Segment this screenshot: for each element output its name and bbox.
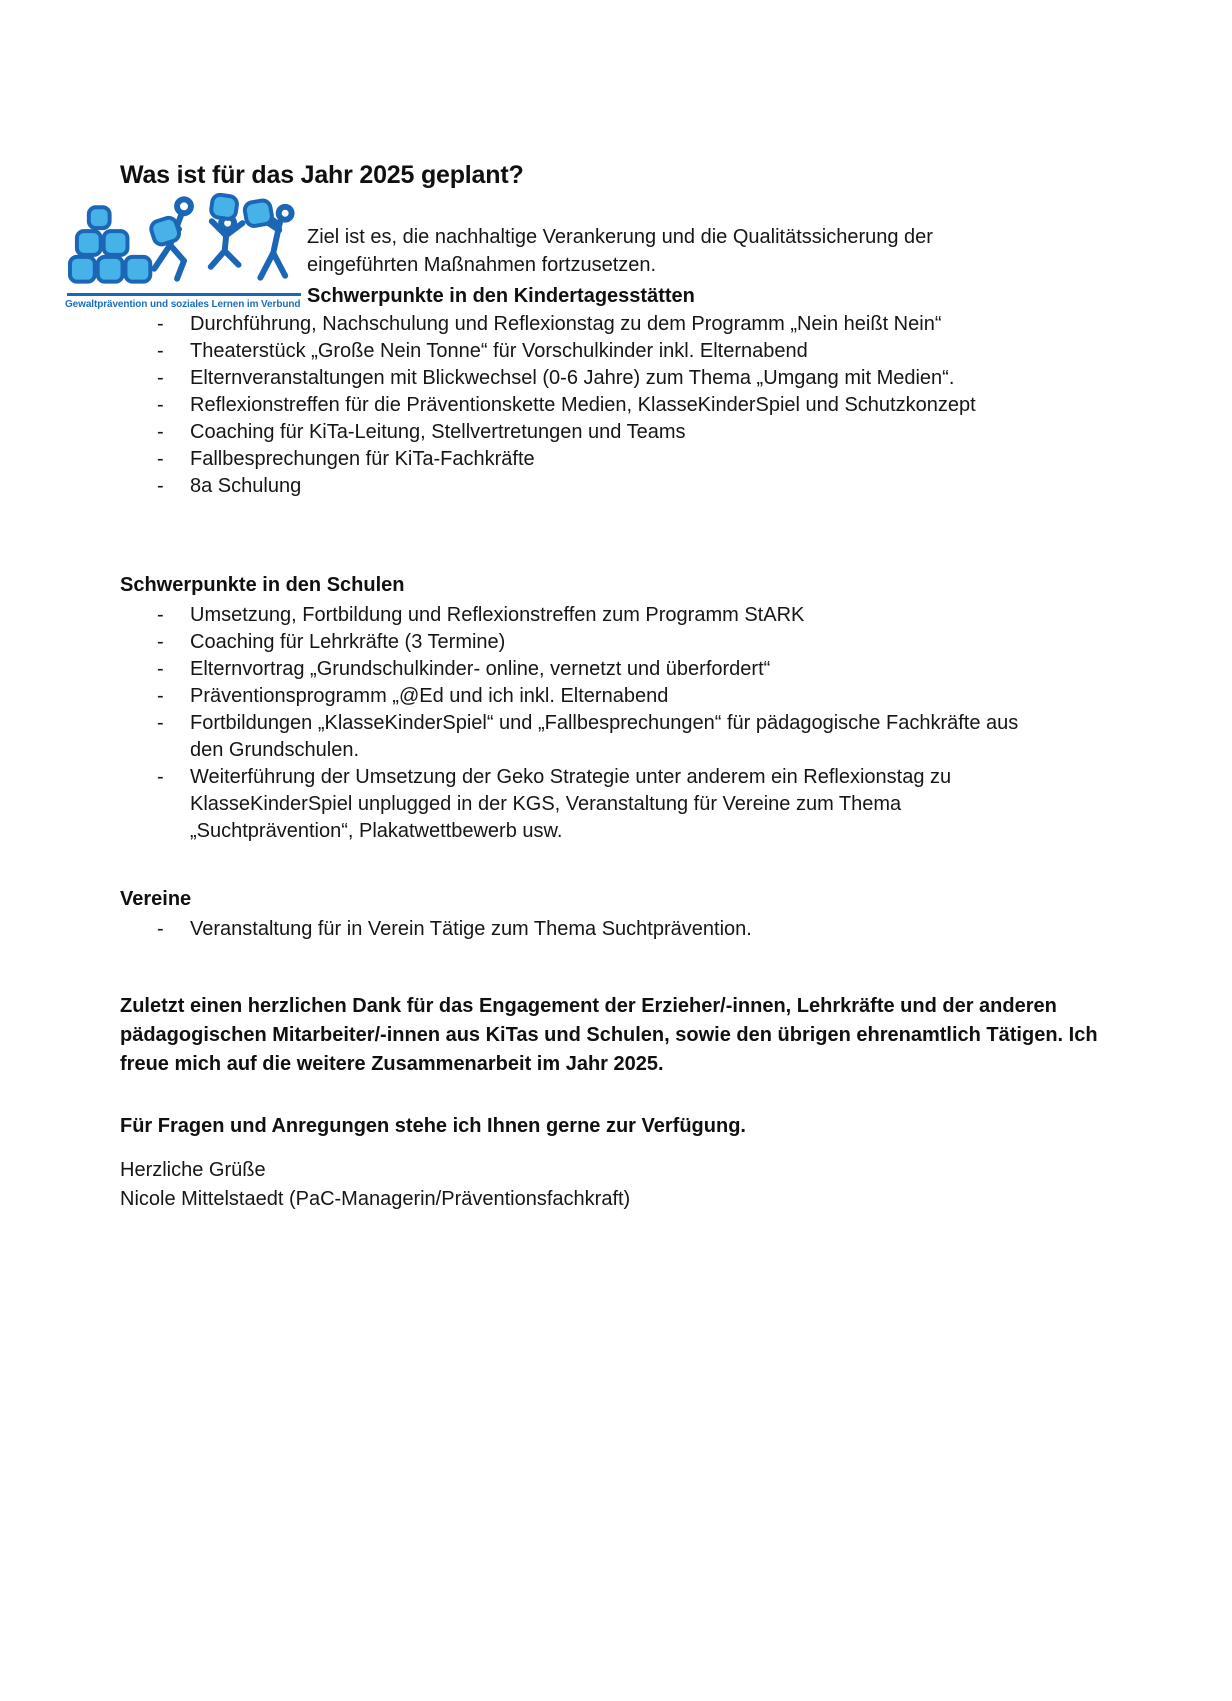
closing-signature: Nicole Mittelstaedt (PaC-Managerin/Präventionsfachkraft) [120,1188,631,1210]
logo-image [65,193,303,289]
list-item: - Weiterführung der Umsetzung der Geko Strategie unter anderem ein Reflexionstag zu KlasseKinderSpiel unplugged in der KGS, Veranstaltung für Vereine zum Thema „Suchtprävention“, Plakatwettbewerb usw. [120,764,1025,845]
list-item: - Reflexionstreffen für die Präventionskette Medien, KlasseKinderSpiel und Schutzkonzept [120,392,1040,419]
list-item: - Elternvortrag „Grundschulkinder- online, vernetzt und überfordert“ [120,656,1025,683]
page-title: Was ist für das Jahr 2025 geplant? [120,160,524,189]
list-kindertagesstaetten [120,311,1040,500]
list-item: - Umsetzung, Fortbildung und Reflexionstreffen zum Programm StARK [120,602,1025,629]
list-item: - Coaching für Lehrkräfte (3 Termine) [120,629,1025,656]
section-heading-kindertagesstaetten: Schwerpunkte in den Kindertagesstätten [307,285,695,307]
logo-caption: Gewaltprävention und soziales Lernen im Verbund [65,299,301,310]
thanks-paragraph: Zuletzt einen herzlichen Dank für das Engagement der Erzieher/-innen, Lehrkräfte und der anderen pädagogischen Mitarbeiter/-innen aus KiTas und Schulen, sowie den übrigen ehrenamtlich Tätigen. Ich freue mich auf die weitere Zusammenarbeit im Jahr 2025. [120,995,1098,1075]
list-schulen [120,602,1025,845]
section-heading-vereine: Vereine [120,888,192,910]
intro-paragraph: Ziel ist es, die nachhaltige Verankerung und die Qualitätssicherung der eingeführten Maßnahmen fortzusetzen. [307,226,933,276]
section-heading-schulen: Schwerpunkte in den Schulen [120,574,405,596]
logo-divider [67,293,301,296]
list-item: - Elternveranstaltungen mit Blickwechsel (0-6 Jahre) zum Thema „Umgang mit Medien“. [120,365,1040,392]
closing-greeting: Herzliche Grüße [120,1159,266,1181]
list-item: - Veranstaltung für in Verein Tätige zum Thema Suchtprävention. [120,916,1025,943]
contact-paragraph: Für Fragen und Anregungen stehe ich Ihnen gerne zur Verfügung. [120,1115,746,1137]
closing-block [120,1156,1125,1214]
list-item: - 8a Schulung [120,473,1040,500]
list-item: - Durchführung, Nachschulung und Reflexionstag zu dem Programm „Nein heißt Nein“ [120,311,1040,338]
list-item: - Fallbesprechungen für KiTa-Fachkräfte [120,446,1040,473]
list-item: - Präventionsprogramm „@Ed und ich inkl. Elternabend [120,683,1025,710]
list-vereine [120,916,1025,943]
block-pile-icon [70,207,150,281]
list-item: - Theaterstück „Große Nein Tonne“ für Vorschulkinder inkl. Elternabend [120,338,1040,365]
list-item: - Coaching für KiTa-Leitung, Stellvertretungen und Teams [120,419,1040,446]
logo [65,193,303,310]
list-item: - Fortbildungen „KlasseKinderSpiel“ und „Fallbesprechungen“ für pädagogische Fachkräfte aus den Grundschulen. [120,710,1025,764]
